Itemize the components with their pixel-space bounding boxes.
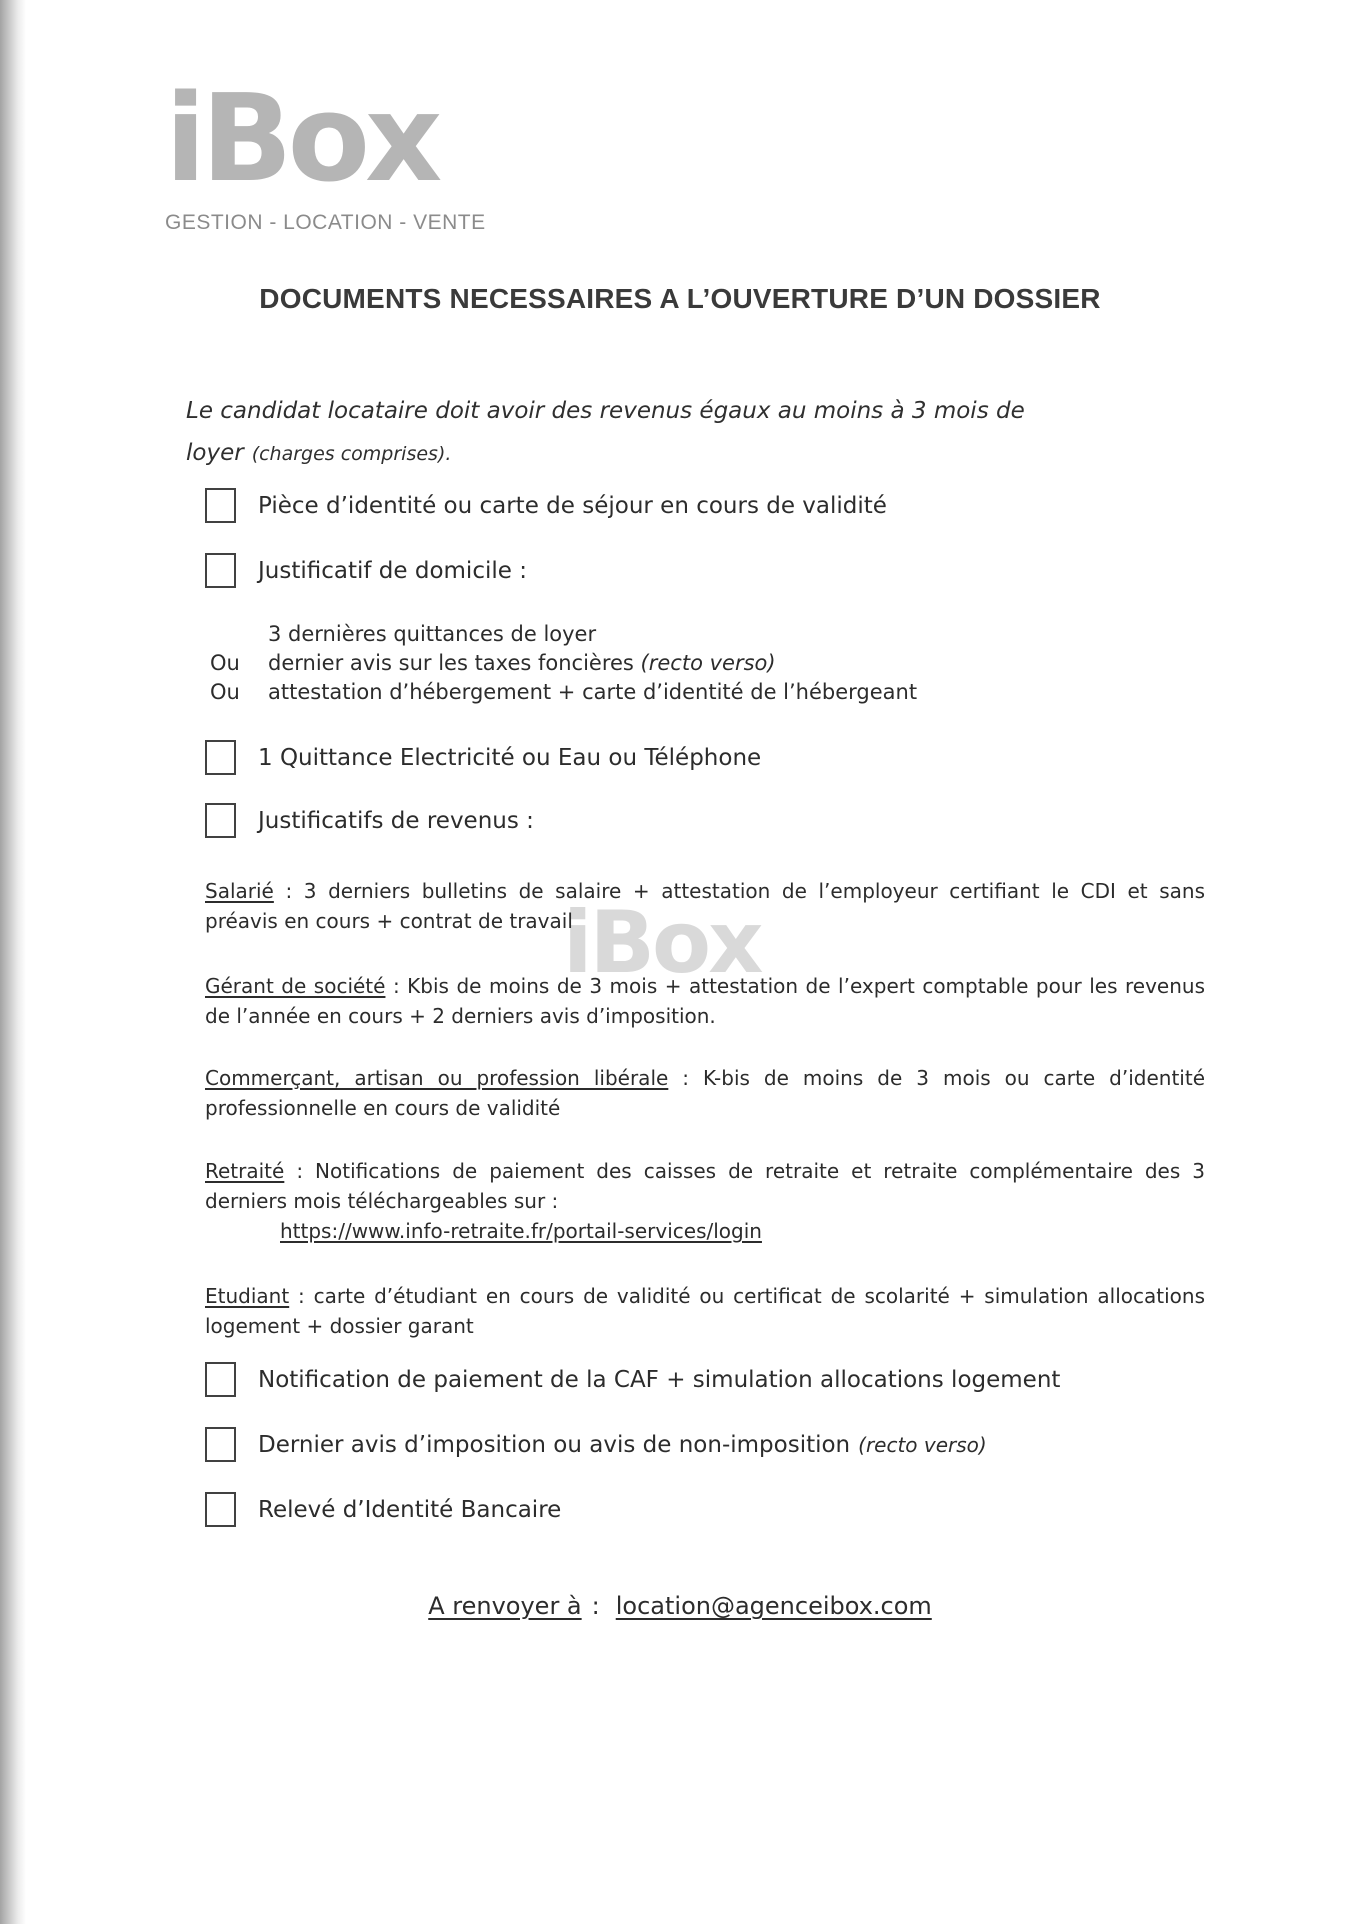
checkbox-rib[interactable]: [205, 1492, 236, 1527]
footer-send-to: [0, 1592, 1360, 1620]
category-body: : Kbis de moins de 3 mois + attestation de l’expert comptable pour les revenus de l’année en cours + 2 derniers avis d’imposition.: [205, 974, 1205, 1028]
checklist-label: Justificatifs de revenus :: [258, 807, 534, 834]
brand-header: [165, 70, 486, 235]
ibox-logo: iBox: [165, 70, 438, 209]
checklist-label: Justificatif de domicile :: [258, 557, 527, 584]
category-body: : K-bis de moins de 3 mois ou carte d’identité professionnelle en cours de validité: [205, 1066, 1206, 1120]
checklist-item-justificatif-domicile: [205, 553, 527, 588]
checklist-item-caf: [205, 1362, 1060, 1397]
footer-separator: :: [591, 1592, 600, 1620]
category-label: Salarié: [205, 879, 274, 903]
checkbox-justificatif-domicile[interactable]: [205, 553, 236, 588]
checklist-label: Relevé d’Identité Bancaire: [258, 1496, 562, 1523]
page-title: DOCUMENTS NECESSAIRES A L’OUVERTURE D’UN DOSSIER: [259, 283, 1101, 314]
checklist-label-italic: (recto verso): [858, 1432, 987, 1457]
category-label: Etudiant: [205, 1284, 290, 1308]
checklist-label: Dernier avis d’imposition ou avis de non-imposition: [258, 1431, 851, 1458]
option-prefix: Ou: [210, 651, 240, 675]
checklist-label: Pièce d’identité ou carte de séjour en cours de validité: [258, 492, 887, 519]
checklist-label: 1 Quittance Electricité ou Eau ou Téléphone: [258, 744, 762, 771]
category-body: : Notifications de paiement des caisses de retraite et retraite complémentaire des 3 derniers mois téléchargeables sur :: [205, 1159, 1205, 1213]
option-text: attestation d’hébergement + carte d’identité de l’hébergeant: [268, 680, 918, 704]
domicile-option-taxes-foncieres: [210, 649, 917, 678]
category-label: Retraité: [205, 1159, 285, 1183]
option-prefix: Ou: [210, 680, 240, 704]
email-link[interactable]: location@agenceibox.com: [615, 1592, 932, 1620]
category-label: Commerçant, artisan ou profession libérale: [205, 1066, 669, 1090]
domicile-options: [210, 620, 917, 707]
category-body: : 3 derniers bulletins de salaire + attestation de l’employeur certifiant le CDI et sans préavis en cours + contrat de travail: [205, 879, 1205, 933]
category-retraite: [205, 1156, 1205, 1246]
checklist-item-rib: [205, 1492, 561, 1527]
option-prefix: [210, 620, 268, 649]
checklist-item-quittance: [205, 740, 761, 775]
option-text: 3 dernières quittances de loyer: [268, 622, 597, 646]
checklist-item-piece-identite: [205, 488, 887, 523]
checkbox-quittance[interactable]: [205, 740, 236, 775]
intro-line-2: [186, 432, 1146, 475]
checklist-item-avis-imposition: [205, 1427, 987, 1462]
category-gerant: [205, 971, 1205, 1031]
intro-line-2-main: loyer: [186, 440, 244, 466]
checkbox-caf[interactable]: [205, 1362, 236, 1397]
checklist-label: Notification de paiement de la CAF + simulation allocations logement: [258, 1366, 1061, 1393]
watermark-logo: iBox: [563, 893, 761, 993]
retraite-portal-link[interactable]: https://www.info-retraite.fr/portail-services/login: [280, 1219, 762, 1243]
intro-note: [186, 390, 1146, 475]
option-text: dernier avis sur les taxes foncières (recto verso): [268, 651, 776, 675]
checkbox-avis-imposition[interactable]: [205, 1427, 236, 1462]
checkbox-piece-identite[interactable]: [205, 488, 236, 523]
category-etudiant: [205, 1281, 1205, 1341]
category-label: Gérant de société: [205, 974, 386, 998]
intro-line-1: Le candidat locataire doit avoir des revenus égaux au moins à 3 mois de: [186, 398, 1025, 424]
brand-tagline: GESTION - LOCATION - VENTE: [165, 211, 486, 234]
category-salarie: [205, 876, 1205, 936]
checkbox-justificatifs-revenus[interactable]: [205, 803, 236, 838]
intro-charges-note: (charges comprises).: [251, 443, 452, 465]
category-commercant: [205, 1063, 1205, 1123]
domicile-option-hebergement: [210, 678, 917, 707]
checklist-item-justificatifs-revenus: [205, 803, 534, 838]
domicile-option-quittances: [210, 620, 917, 649]
category-body: : carte d’étudiant en cours de validité ou certificat de scolarité + simulation allocations logement + dossier garant: [205, 1284, 1205, 1338]
footer-label: A renvoyer à: [428, 1592, 582, 1620]
